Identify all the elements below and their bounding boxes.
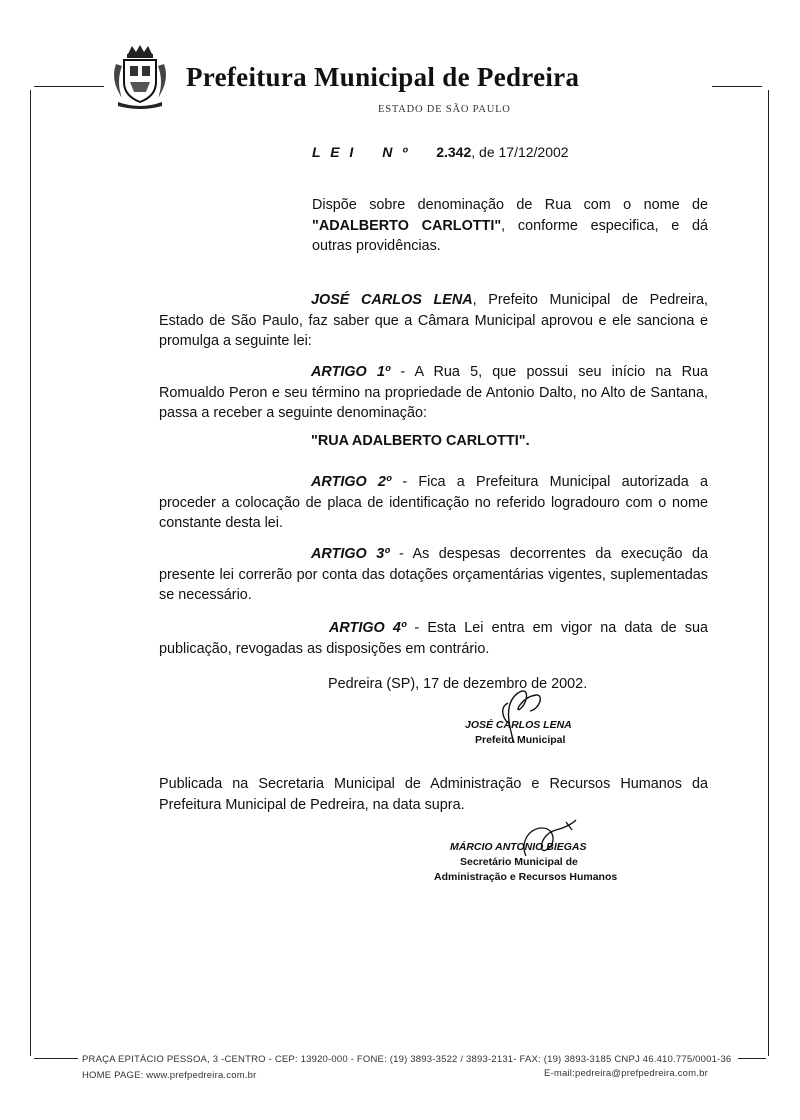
mayor-name: JOSÉ CARLOS LENA bbox=[311, 292, 473, 308]
lei-label: L E I bbox=[312, 144, 357, 160]
state-subtitle: ESTADO DE SÃO PAULO bbox=[378, 104, 511, 115]
frame-top-right bbox=[712, 86, 762, 87]
article-4 bbox=[159, 618, 708, 659]
secretary-signature-role-1: Secretário Municipal de bbox=[460, 856, 578, 868]
article-1 bbox=[159, 362, 708, 424]
frame-right bbox=[768, 90, 769, 1056]
article-text: - A Rua 5, que possui seu início na Rua Romualdo Peron e seu término na propriedade de Antonio Dalto, no Alto de Santana, passa a receber a seguinte denominação: bbox=[159, 364, 708, 421]
article-text: - Fica a Prefeitura Municipal autorizada a proceder a colocação de placa de identificação no referido logradouro com o nome constante desta lei. bbox=[159, 474, 708, 531]
footer-homepage: HOME PAGE: www.prefpedreira.com.br bbox=[82, 1070, 257, 1081]
article-label: ARTIGO 4º bbox=[329, 620, 407, 636]
mayor-signature-name: JOSÉ CARLOS LENA bbox=[465, 719, 572, 731]
article-text: - As despesas decorrentes da execução da presente lei correrão por conta das dotações orçamentárias vigentes, suplementadas se necessário. bbox=[159, 546, 708, 603]
preamble-text: , Prefeito Municipal de Pedreira, Estado de São Paulo, faz saber que a Câmara Municipal aprovou e ele sanciona e promulga a seguinte lei: bbox=[159, 292, 708, 349]
frame-top-left bbox=[34, 86, 104, 87]
numero-label: N º bbox=[382, 144, 411, 160]
summary-text-start: Dispõe sobre denominação de Rua com o nome de bbox=[312, 197, 708, 213]
article-2 bbox=[159, 472, 708, 534]
law-summary bbox=[312, 195, 708, 257]
frame-bottom-left bbox=[34, 1058, 78, 1059]
place-date: Pedreira (SP), 17 de dezembro de 2002. bbox=[328, 676, 588, 692]
frame-bottom-right bbox=[738, 1058, 766, 1059]
street-name: "RUA ADALBERTO CARLOTTI". bbox=[311, 433, 530, 449]
preamble-paragraph bbox=[159, 290, 708, 352]
secretary-signature-name: MÁRCIO ANTONIO BIEGAS bbox=[450, 841, 587, 853]
article-label: ARTIGO 2º bbox=[311, 474, 392, 490]
article-text: - Esta Lei entra em vigor na data de sua publicação, revogadas as disposições em contrário. bbox=[159, 620, 708, 657]
article-3 bbox=[159, 544, 708, 606]
page-title: Prefeitura Municipal de Pedreira bbox=[186, 62, 580, 92]
law-heading bbox=[312, 144, 569, 160]
law-number: 2.342 bbox=[436, 144, 472, 160]
mayor-signature-role: Prefeito Municipal bbox=[475, 734, 566, 746]
article-label: ARTIGO 1º bbox=[311, 364, 391, 380]
municipal-coat-of-arms-icon bbox=[108, 44, 172, 110]
article-label: ARTIGO 3º bbox=[311, 546, 390, 562]
summary-text-end: , conforme especifica, e dá outras providências. bbox=[312, 217, 708, 254]
footer-email: E-mail:pedreira@prefpedreira.com.br bbox=[544, 1068, 708, 1079]
law-date: , de 17/12/2002 bbox=[471, 144, 569, 160]
summary-honoree: "ADALBERTO CARLOTTI" bbox=[312, 217, 502, 234]
footer-address: PRAÇA EPITÁCIO PESSOA, 3 -CENTRO - CEP: 13920-000 - FONE: (19) 3893-3522 / 3893-2131- FAX: (19) 3893-3185 CNPJ 46.410.775/0001-36 bbox=[82, 1054, 732, 1065]
secretary-signature-role-2: Administração e Recursos Humanos bbox=[434, 871, 618, 883]
publication-note: Publicada na Secretaria Municipal de Administração e Recursos Humanos da Prefeitura Municipal de Pedreira, na data supra. bbox=[159, 776, 708, 813]
frame-left bbox=[30, 90, 31, 1056]
